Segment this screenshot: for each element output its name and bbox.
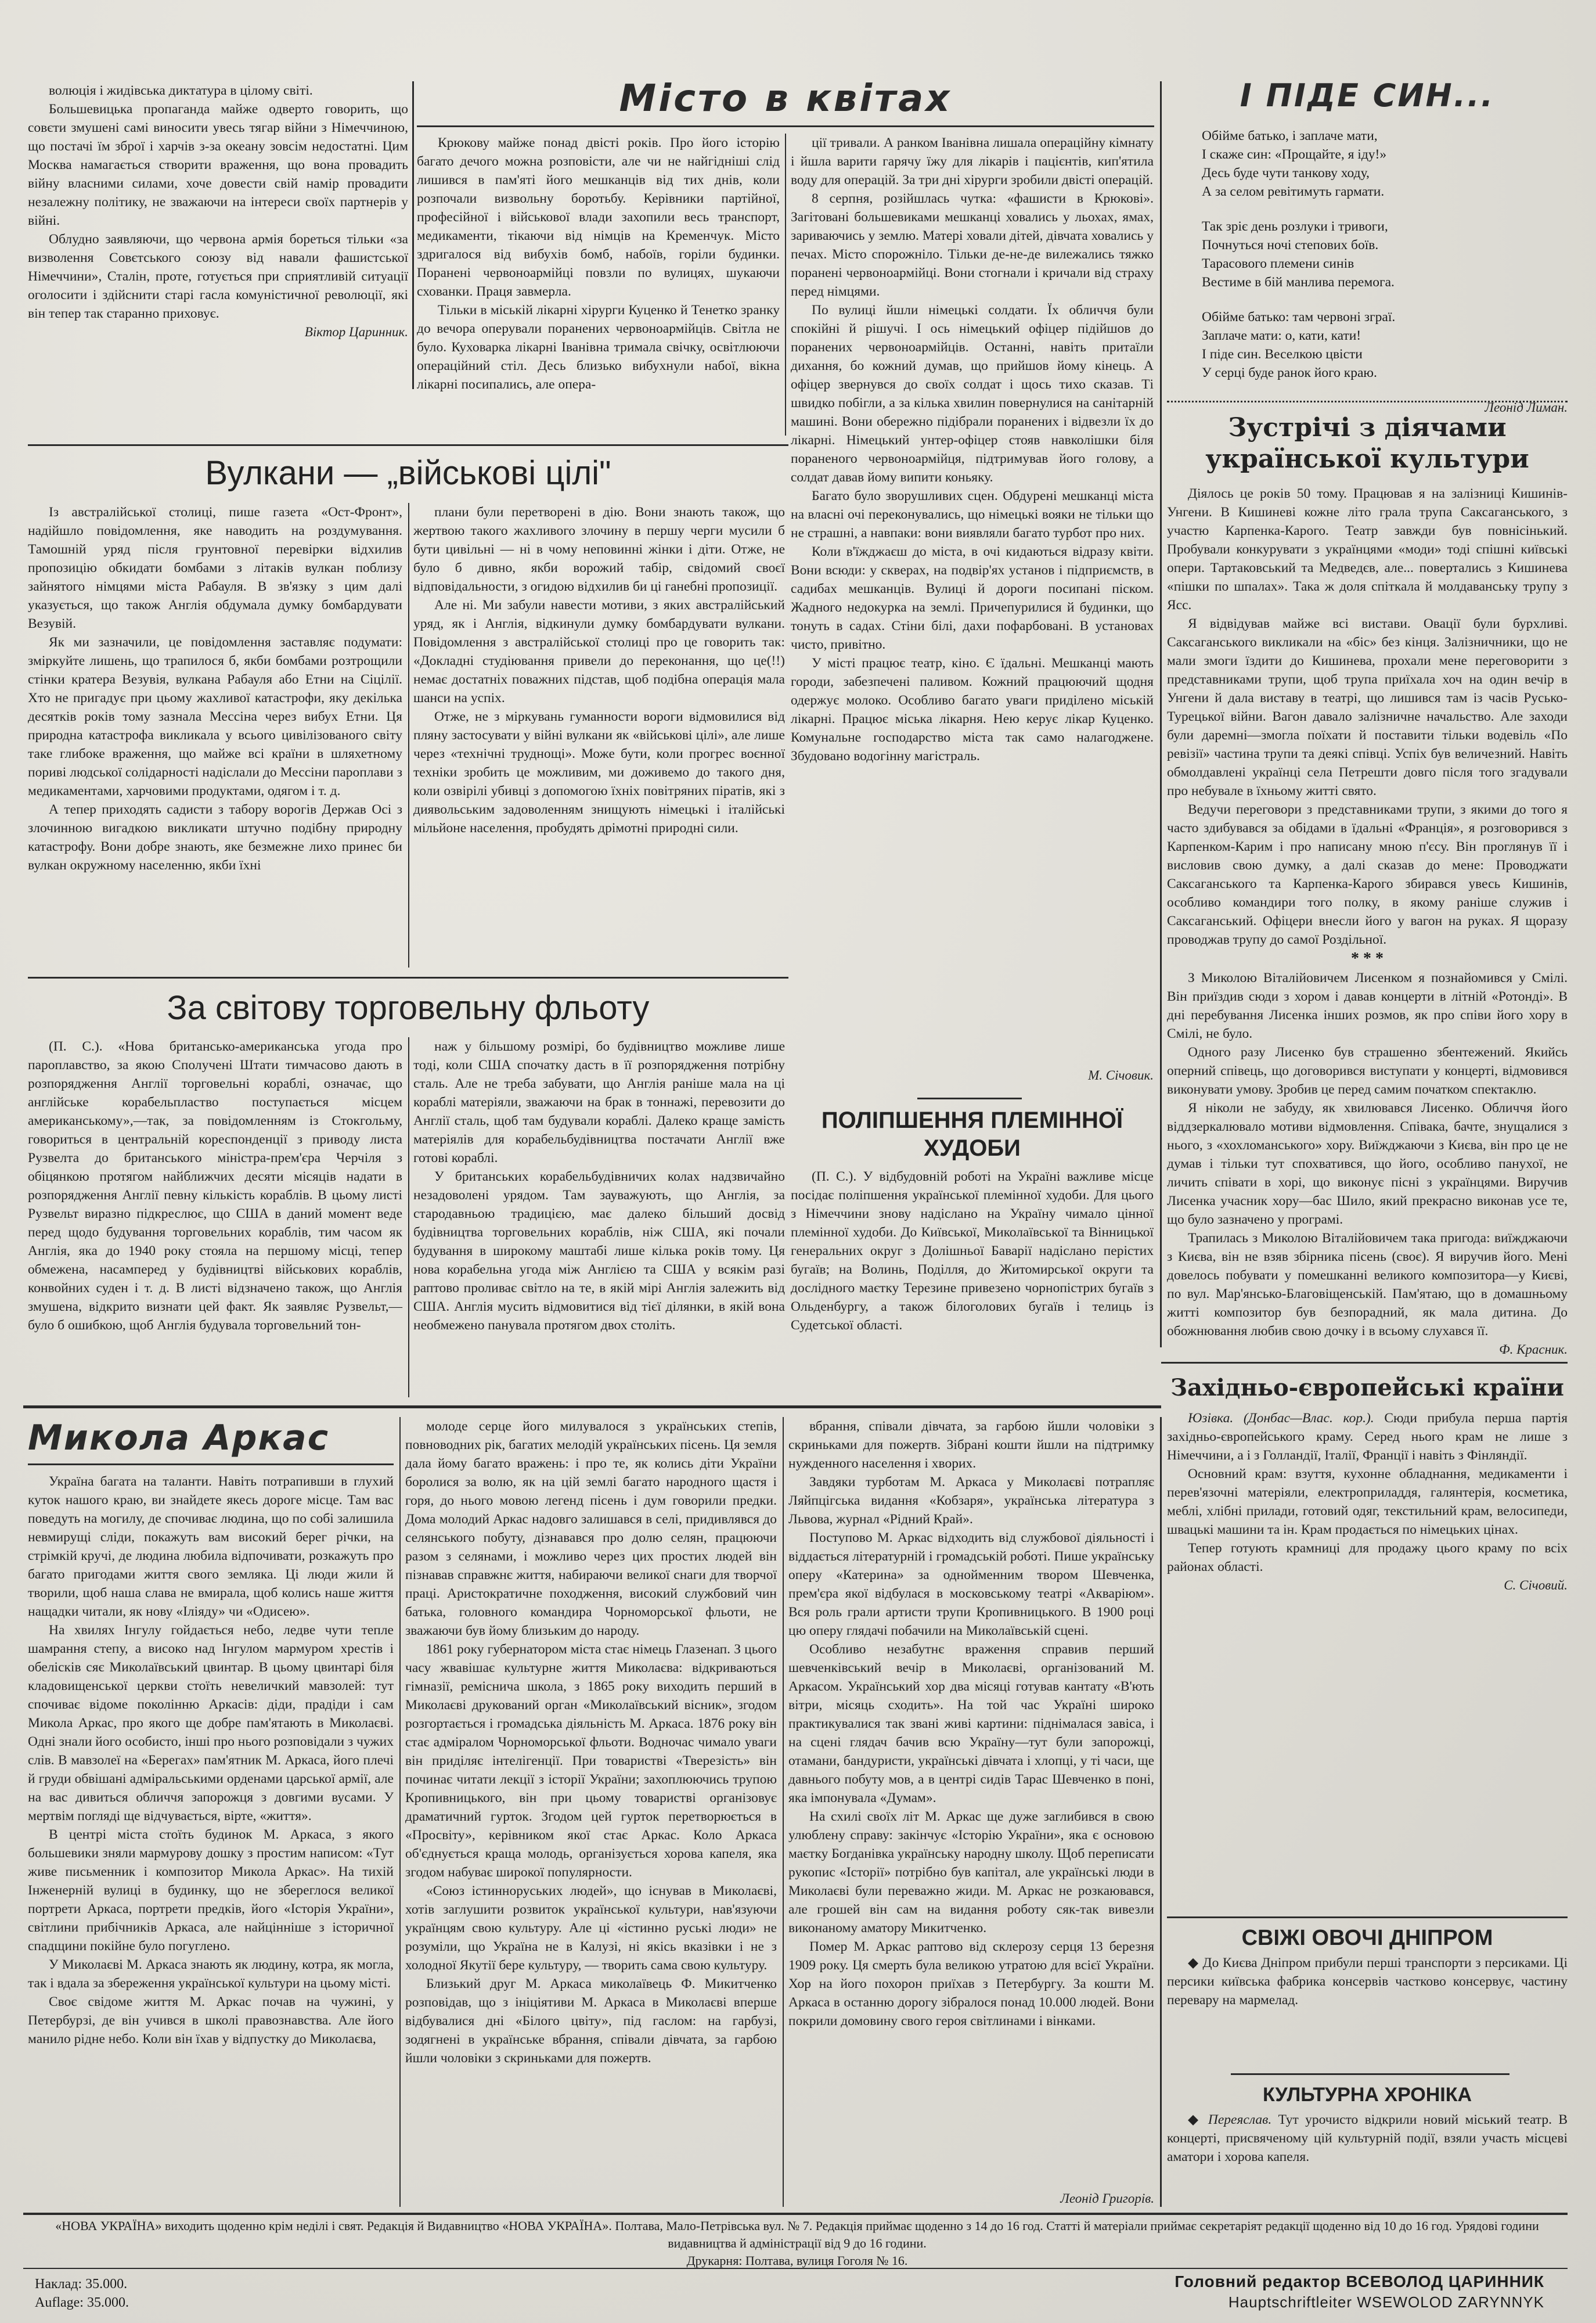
paragraph: наж у більшому розмірі, бо будівництво можливе лише тоді, коли США спочатку дасть в її розпорядження потрібну сталь. Але не треба забувати, що Англія раніше мала на ці кораблі матеріяли, зважаючи на брак в тоннажі, перевозити до Англії сталь, щоб там будували кораблі. Далеко краще замість матеріялів для корабельбудівництва постачати Англії вже готові кораблі. — [413, 1039, 785, 1166]
headline-line-1: Зустрічі з діячами — [1228, 413, 1507, 443]
signature: Ф. Красник. — [1499, 1342, 1568, 1357]
paragraph: молоде серце його милувалося з українських степів, повноводних рік, багатих мелодій українських пісень. Ця земля дала йому багато вражень: і про те, як колись діти України боролися за волю, як на цій землі багато народного щастя і горя, до нього мовою легенд пісень і дум говорили предки. Дома молодий Аркас надовго залишався в селі, придивлявся до селянського побуту, дізнавався про долю селян, працюючи разом з селянами, і можливо через цих простих людей він пізнавав справжнє життя, набираючи великої снаги для творчої праці. Аристократичне походження, високий службовий чин батька, головного командира Чорноморської фльоти, не зважаючи був йому близьким до народу. — [405, 1419, 777, 1638]
section-rule — [1161, 1362, 1568, 1364]
continuation-body — [28, 81, 408, 323]
paragraph: Я відвідував майже всі вистави. Овації були бурхливі. Саксаганського викликали на «біс» без кінця. Залізничники, що не мали змоги їздити до Кишинева, прохали мене переговорити з представниками трупи, щоб трупа приїхала хоч на один вечір в Унгени й дала виставу в театрі, що лишився там із часів Русько-Турецької війни. Вагон давало залізничне начальство. Але заходи були даремні—змогла поїхати й поставити тільки водевіль «По ревізії» частина трупи та деякі співці. Успіх був величезний. Навіть обмолдавлені українці села Петрешти довго після того згадували про небувале в їхньому житті свято. — [1167, 616, 1568, 799]
poem-title: І ПІДЕ СИН... — [1240, 77, 1495, 114]
paragraph: По вулиці йшли німецькі солдати. Їх обличчя були спокійні й рішучі. І ось німецький офіцер підійшов до поранених червоноармійців. Останні, навіть притаїли дихання, бо кожний думав, що прийшов йому кінець. А офіцер звернувся до своїх солдат і щось тихо сказав. Ті швидко побігли, а за кілька хвилин повернулися на санітарній машині. Вони обережно підібрали поранених і відвезли їх до лікарні. Німецький унтер-офіцер стояв навколішки біля пораненого червоноармійця, підтримував його голову, а солдат давав йому випити коньяку. — [791, 303, 1154, 485]
signature: М. Січовик. — [1088, 1068, 1154, 1083]
headline: Вулкани — „військові цілі" — [205, 454, 611, 492]
headline — [1167, 412, 1568, 475]
headline: Місто в квітах — [619, 77, 952, 120]
krainy-paragraph-2: Основний крам: взуття, кухонне обладнання, медикаменти і перев'язочні матеріяли, електроприладдя, галянтерія, косметика, меблі, хлібні прилади, готовий одяг, текстильний крам, велосипеди, швацькі машини та ін. Крам продається по німецьких цінах. — [1167, 1466, 1568, 1537]
section-rule — [1167, 1916, 1568, 1918]
editor-ua: Головний редактор ВСЕВОЛОД ЦАРИННИК — [1175, 2272, 1544, 2290]
article-krainy — [1167, 1371, 1568, 1905]
poem-line: Обійме батько: там червоні зграї. — [1202, 310, 1396, 325]
paragraph: Я ніколи не забуду, як хвилювався Лисенко. Обличчя його віддзеркалювало мотиви відмовлення. Співака, бачте, знущалися з нього, з «хохломанського» хору. Виїжджаючи з Києва, він про це не думав і тільки тут спохватився, що його, особливо панухої, не личить співати в хорі, що виконує пісні з українцями. Виручив Лисенка учасник хору—бас Шило, який прекрасно виконав усе те, що було зазначено у програмі. — [1167, 1101, 1568, 1227]
paragraph: Діялось це років 50 тому. Працював я на залізниці Кишинів-Унгени. В Кишиневі кожне літо грала трупа Саксаганського, з участю Карпенка-Карого. Театр завжди був повнісінький. Пробували конкурувати з українцями «моди» тоді спішні київські опери. Тартаковський та Медведєв, але... повертались з Кишинева «пішки по шпалах». Така ж доля спіткала й молдаванську трупу з Ясс. — [1167, 486, 1568, 613]
headline: За світову торговельну фльоту — [167, 989, 650, 1027]
krainy-body — [1167, 1409, 1568, 1576]
paragraph: (П. С.). «Нова британсько-американська угода про пароплавство, за якою Сполучені Штати тимчасово дають в розпорядження Англії торговельні кораблі, означає, що англійське корабельпластво поступається місцем американському»,—так, за повідомленням із Стокгольму, говориться в центральній кореспонденції з приводу листа Рузвелта до британського міністра-прем'єра Черчіля з обіцянкою протягом найближчих десяти місяців надати в розпорядження Англії певну кількість кораблів. В цьому листі Рузвельт виразно підкреслює, що США в даний момент веде перед щодо будування торговельних кораблів, тим часом як Англія, яка до 1940 року стояла на першому місці, тепер обмежена, насамперед у будівництві військових кораблів, конвойних суден і т. д. В листі відзначено також, що Англія змушена, відкрито визнати цей факт. Як заявляє Рузвельт,—було б ошибкою, щоб Англія будувала торговельний тон- — [28, 1039, 402, 1333]
paragraph: плани були перетворені в дію. Вони знають також, що жертвою такого жахливого злочину в першу черги мусили б бути цивільні — ні в чому неповинні жінки і діти. Отже, не було б дивно, якби ворожий табір, свідомий своєї відповідальности, з огидою відхилив би ці ганебні пропозиції. — [413, 505, 785, 594]
paragraph: Своє свідоме життя М. Аркас почав на чужині, у Петербурзі, де він учився в школі правознавства. Але його манило рідне небо. Коли він їхав у відпустку до Миколаєва, — [28, 1994, 394, 2047]
paragraph: Крюкову майже понад двісті років. Про його історію багато дечого можна розповісти, але чи не найгідніші слід лишився в пам'яті його мешканців від тих днів, коли розпочали визвольну боротьбу. Керівники партійної, професійної і військової влади захопили весь транспорт, медикаменти, тікаючи від німців на Кременчук. Місто здригалося від вибухів бомб, набоїв, горіли будинки. Поранені червоноармійці повзли по вулицях, шукаючи схованки. Праця завмерла. — [417, 135, 780, 299]
poem-line: І скаже син: «Прощайте, я іду!» — [1202, 147, 1387, 162]
paragraph: У місті працює театр, кіно. Є їдальні. Мешканці мають городи, забезпечені паливом. Кожний працюючий щодня одержує молоко. Особливо багато уваги приділено міській лікарні. Працює міська лікарня. Нею керує лікар Куценко. Комунальне господарство міста так само налагоджене. Збудовано водогінну магістраль. — [791, 656, 1154, 764]
column-rule — [408, 1037, 409, 1397]
paragraph: Одного разу Лисенко був страшенно збентежений. Якийсь оперний співець, що договорився виступати у концерті, відмовився виконувати умову. Зробив це перед самим початком спектаклю. — [1167, 1045, 1568, 1097]
paragraph: А тепер приходять садисти з табору ворогів Держав Осі з злочинною вигадкою викликати штучно подібну природну катастрофу. Вони добре знають, яке безмежне лихо принес би вулкан окружному населенню, якби їхні — [28, 802, 402, 873]
dateline: Юзівка. (Донбас—Влас. кор.). — [1188, 1411, 1374, 1426]
paragraph: На схилі своїх літ М. Аркас ще дуже заглибився в свою улюблену справу: закінчує «Історію України», яка є основою маєтку Богданівка українську народну школу. Щоб переписати рукопис «Історії» потрібно був капітал, але українські люди в Миколаєві були переважно жиди. М. Аркас не розкаювався, але грошей він сам на видання роботу сяк-так вивезли виконаному аматору Микитченко. — [788, 1809, 1154, 1936]
arkas-column-c — [788, 1417, 1154, 2189]
column-rule — [412, 81, 414, 389]
poem-line: А за селом ревітимуть гармати. — [1202, 184, 1385, 199]
vulkany-column-a — [28, 503, 402, 968]
section-rule — [1167, 401, 1568, 402]
paragraph: З Миколою Віталійовичем Лисенком я познайомився у Смілі. Він приїздив сюди з хором і давав концерти в літній «Ротонді». В дні перебування Лисенка інших розмов, як про співи його хору в Смілі, не було. — [1167, 970, 1568, 1041]
paragraph: Облудно заявляючи, що червона армія бореться тільки «за визволення Совєтського союзу від навали фашистської Німеччини», Сталін, проте, готується при сприятливій ситуації оголосити і здійснити старі гасла комуністичної революції, які він тепер так старанно приховує. — [28, 232, 408, 321]
separator-stars: * * * — [1351, 950, 1384, 968]
paragraph: У британських корабельбудівничих колах надзвичайно незадоволені урядом. Там зауважують, що Англія, за стародавньою традицією, має далеко більший досвід будівництва торговельних кораблів, ніж США, які почали будування в широкому маштабі лише кілька років тому. Ця нова корабельна угода між Англією та США у всякім разі раптово проливає світло на те, в якій мірі Англія залежить від США. Англія мусить відмовитися від тієї ділянки, в якій вона необмежено панувала протягом двох століть. — [413, 1169, 785, 1333]
poem-stanza — [1202, 127, 1568, 201]
polipshennia-body — [791, 1167, 1154, 1394]
krainy-paragraph-1: Сюди прибула перша партія західньо-європейського краму. Серед нього крам не лише з Німеччини, а і з Голландії, Італії, Франції і навіть з Фінляндії. — [1167, 1411, 1568, 1463]
paragraph: Україна багата на таланти. Навіть потрапивши в глухий куток нашого краю, ви знайдете якесь дороге місце. Там вас поведуть на могилу, де спочиває людина, що по собі залишила невмирущі сліди, покажуть вам високий берег річки, на стрімкій кручі, де людина любила відпочивати, розкажуть про багато пригодами життя свого земляка. Ці люди жили й творили, щоб наша слава не вмирала, щоб колись наше життя нащадки читали, як нову «Іліяду» чи «Одисею». — [28, 1474, 394, 1619]
column-rule — [408, 503, 409, 968]
paragraph: Із австралійської столиці, пише газета «Ост-Фронт», надійшло повідомлення, яке наводить на роздумування. Тамошній уряд після грунтовної перевірки відхилив пропозицію обкидати бомбами з літаків вулкан поблизу зайнятого німцями міста Рабауля. В зв'язку з цим далі указується, що також Англія обдумала думку бомбардувати Везувій. — [28, 505, 402, 631]
poem-line: Почнуться ночі степових боїв. — [1202, 238, 1379, 253]
headline: Західньо-європейські країни — [1170, 1374, 1564, 1401]
footer-rule — [23, 2213, 1568, 2215]
zustrichi-body — [1167, 484, 1568, 949]
paragraph: Багато було зворушливих сцен. Обдурені мешканці міста на власні очі переконувались, що німецькі вояки не тільки що не страшні, а навпаки: вони виявляли багато турбот про них. — [791, 488, 1154, 541]
paragraph: «Союз істинноруських людей», що існував в Миколаєві, хотів заглушити розвиток української культури, нав'язуючи українцям свою культуру. Але ці «істинно руські люди» не розуміли, що Україна не в Калузі, ні якісь вказівки і не з холодної Якутії бере культуру, — творить сама свою культуру. — [405, 1883, 777, 1973]
paragraph: Трапилась з Миколою Віталійовичем така пригода: виїжджаючи з Києва, він не взяв збірника пісень (своє). Я виручив його. Мені довелось побувати у помешканні великого композитора—у Києві, по вул. Мар'янсько-Благовіщенській. Пам'ятаю, що в домашньому житті композитор був безпорадний, як мала дитина. До обожнювання любив свою дочку і в всьому слухався її. — [1167, 1231, 1568, 1339]
column-rule — [785, 134, 786, 436]
paragraph: Коли в'їжджаєш до міста, в очі кидаються відразу квіти. Вони всюди: у скверах, на подвір'ях установ і підприємств, в садибах мешканців. Вулиці й дороги посипані піском. Жадного недокурка на землі. Причепурилися й будинки, що тонуть в садах. Стіни білі, дахи пофарбовані. В установах чисто, привітно. — [791, 544, 1154, 652]
paragraph: Помер М. Аркас раптово від склерозу серця 13 березня 1909 року. Ця смерть була великою утратою для всієї України. Хор на його похорон приїхав з Петербургу. За кошти М. Аркаса в останню дорогу зібралося понад 10.000 людей. Вони покрили домовину свого героя світлинами і вінками. — [788, 1939, 1154, 2029]
headline-rule — [417, 125, 1154, 127]
paragraph: Особливо незабутнє враження справив перший шевченківський вечір в Миколаєві, організований М. Аркасом. Український хор два місяці готував кантату «В'ють вітри, місяць сходить». На той час Україні широко практикувалися так звані живі картини: піднімалася завіса, і на сцені глядач бачив всю Україну—тут були запорожці, отамани, бандуристи, українські дівчата і хлопці, у ті часи, ще давнього побуту мов, а в центрі сидів Тарас Шевченко в поні, яка імпонувала «Думам». — [788, 1642, 1154, 1806]
signature: С. Січовий. — [1504, 1578, 1568, 1592]
misto-column-a — [417, 134, 780, 436]
paragraph: 1861 року губернатором міста стає німець Глазенап. З цього часу жвавішає культурне життя Миколаєва: відкриваються гімназії, реміснича школа, з 1865 року виходить перший в Миколаєві друкований орган «Миколаївський вісник», згодом розгортається і громадська діяльність М. Аркаса. 1876 року він стає адміралом Чорноморської фльоти. Водночас чимало уваги він приділяє інтелігенції. При товаристві «Тверезість» він починає читати лекції з історії України; захоплюючись трупою Кропивницького, він при цьому товаристві організовує драматичний гурток. Згодом цей гурток перетворюється в «Просвіту», керівником якої стає Аркас. Коло Аркаса об'єднується краща молодь, організується хорова капеля, яка згодом набуває широкої популярности. — [405, 1642, 777, 1880]
headline — [791, 1106, 1154, 1162]
footer-printer: Друкарня: Полтава, вулиця Гоголя № 16. — [686, 2253, 908, 2268]
flota-column-b — [413, 1037, 785, 1397]
headline-rule — [28, 1463, 394, 1465]
paragraph: Тільки в міській лікарні хірурги Куценко й Тенетко зранку до вечора оперували поранених червоноармійців. Світла не було. Куховарка лікарні Іванівна тримала свічку, освітлюючи операційний стіл. Десь близько вибухнули набої, вікна лікарні посипались, але опера- — [417, 303, 780, 392]
column-rule — [1160, 81, 1162, 1347]
poem-line: Десь буде чути танкову ходу, — [1202, 166, 1370, 181]
khronika-body — [1167, 2110, 1568, 2166]
column-rule — [783, 1417, 784, 2207]
footer — [28, 2217, 1566, 2275]
signature: Леонід Григорів. — [1060, 2191, 1154, 2206]
column-rule — [1160, 1417, 1162, 2207]
flota-column-a — [28, 1037, 402, 1397]
paragraph: вбрання, співали дівчата, за гарбою йшли чоловіки з скриньками для пожертв. Зібрані кошти йшли на підтримку нужденного населення і хворих. — [788, 1419, 1154, 1471]
poem-line: І піде син. Веселкою цвісти — [1202, 347, 1363, 362]
paragraph: Але ні. Ми забули навести мотиви, з яких австралійський уряд, як і Англія, відкинули думку бомбардувати вулкани. Повідомлення з австралійської столиці про це говорить так: «Докладні студіювання привели до переконання, що це(!!) немає достатніх поважних підстав, щоб подібна операція мала шанси на успіх. — [413, 598, 785, 706]
ovochi-body — [1167, 1954, 1568, 2009]
paragraph: Як ми зазначили, це повідомлення заставляє подумати: зміркуйте лишень, що трапилося б, якби бомбами розтрощили стінки кратера Везувія, вулкана Рабауля або Етни на Сіцілії. Хто не пригадує при цьому жахливої катастрофи, яку декілька десятків років тому зазнала Мессіна через вибух Етни. Ця природна катастрофа викликала у всього цивілізованого світу таке глибоке враження, що майже всі країни в шляхетному пориві людської солідарності надіслали до Мессіни пароплави з медикаментами, харчовими продуктами, одягом і т. д. — [28, 635, 402, 799]
editor-de: Hauptschriftleiter WSEWOLOD ZARYNNYK — [1228, 2293, 1544, 2311]
paragraph: Большевицька пропаганда майже одверто говорить, що совєти змушені самі виносити увесь тягар війни з Німеччиною, що постачі їм зброї і харчів з-за океану зовсім недостатні. Цим Москва намагається створити враження, що вона провадить війну власними силами, хоче довести свій намір провадити незалежну політику, не зважаючи на інтереси своїх партнерів у війні. — [28, 102, 408, 228]
vulkany-column-b — [413, 503, 785, 968]
ovochi-paragraph: ◆ До Києва Дніпром прибули перші транспорти з персиками. Ці персики київська фабрика консервів частково консервує, частину перевару на мармелад. — [1167, 1955, 1568, 2008]
misto-column-b — [791, 134, 1154, 1086]
headline: Микола Аркас — [28, 1418, 330, 1458]
section-rule — [23, 1405, 1161, 1408]
paragraph: Завдяки турботам М. Аркаса у Миколаєві потрапляє Ляйпцігська видання «Кобзаря», українська література з Львова, журнал «Рідний Край». — [788, 1475, 1154, 1527]
poem-line: Вестиме в бій манлива перемога. — [1202, 275, 1395, 290]
poem-stanza — [1202, 308, 1568, 382]
poem-body — [1167, 127, 1568, 382]
poem-line: Обійме батько, і заплаче мати, — [1202, 128, 1378, 143]
paragraph: На хвилях Інгулу гойдається небо, ледве чути тепле шамрання степу, а високо над Інгулом мармуром хрестів і обелісків сяє Миколаївський цвинтар. В цьому цвинтарі біля кладовищенської церкви стоїть невеличкий мавзолей: тут спочиває відоме поколінню Аркасів: діди, прадіди і сам Микола Аркас, про якого ще добре пам'ятають в Миколаєві. Одні знали його особисто, інші про нього розповідали з чужих слів. В мавзолеї на «Берегах» пам'ятник М. Аркаса, його плечі й груди обвішані адміральськими орденами царської армії, але на вас дивиться обличчя запорожця з довгими вусами. У мертвім погляді ще відчувається, вірте, «життя». — [28, 1623, 394, 1824]
section-rule — [28, 444, 788, 446]
poem-stanza — [1202, 217, 1568, 292]
headline-line-1: ПОЛІПШЕННЯ ПЛЕМІННОЇ — [821, 1107, 1123, 1133]
footer-imprint: «НОВА УКРАЇНА» виходить щоденно крім неділі і свят. Редакція й Видавництво «НОВА УКРАЇНА». Полтава, Мало-Петрівська вул. № 7. Редакція приймає щоденно з 14 до 16 год. Статті й матеріали приймає секретаріят редакції щоденно від 10 до 16 год. Урядові години видавництва й адміністрації від 9 до 16 години. — [55, 2218, 1539, 2250]
arkas-column-a — [28, 1472, 394, 2201]
zustrichi-body-b — [1167, 969, 1568, 1340]
headline: СВІЖІ ОВОЧІ ДНІПРОМ — [1241, 1926, 1493, 1950]
paragraph: 8 серпня, розійшлась чутка: «фашисти в Крюкові». Загітовані большевиками мешканці ховались у льохах, ямах, зариваючись у землю. Матері ховали дітей, дівчата ховались у печах. Місто спорожніло. Тільки де-не-де вилежались тяжко поранені червоноармійці. Вони стогнали і кричали від страху перед німцями. — [791, 191, 1154, 299]
paragraph: Близький друг М. Аркаса миколаївець Ф. Микитченко розповідав, що з ініціятиви М. Аркаса в Миколаєві вперше відбувалися дні «Білого цвіту», під гаслом: на гарбузі, зодягнені в українське вбрання, співали дівчата, за гарбою йшли чоловіки з скриньками для пожертв. — [405, 1976, 777, 2066]
signature: Віктор Царинник. — [304, 325, 408, 339]
short-rule — [917, 1098, 1022, 1099]
paragraph: волюція і жидівська диктатура в цілому світі. — [49, 83, 313, 98]
article-zustrichi — [1167, 412, 1568, 1359]
paragraph: ції тривали. А ранком Іванівна лишала операційну кімнату і йшла варити гарячу їжу для лікарів і пацієнтів, кип'ятила воду для операцій. За три дні хірурги зробили двісті операцій. — [791, 135, 1154, 188]
paragraph: Отже, не з міркувань гуманности вороги відмовилися від пляну застосувати у війні вулкани як «військові цілі», але лише через «технічні труднощі». Може бути, коли прогрес воєнної техніки зробить це можливим, ми доживемо до такого дня, коли озвірілі убивці з допомогою їхніх повітряних піратів, які з диявольським задоволенням знищують німецькі і італійські мільйоне населення, пробудять дрімотні природні сили. — [413, 709, 785, 836]
article-ovochi — [1167, 1922, 1568, 2079]
arkas-column-b — [405, 1417, 777, 2201]
paragraph: В центрі міста стоїть будинок М. Аркаса, з якого большевики зняли мармурову дошку з простим написом: «Тут живе письменник і композитор Микола Аркас». На тихій Інженерній вулиці в будинку, що не збереглося великої портрети Аркаса, портрети предків, його «Історія України», світлини прибічників Аркаса, але найцінніше з історичної спадщини покійне було погуглено. — [28, 1827, 394, 1954]
naklad: Наклад: 35.000. — [35, 2277, 128, 2292]
poem-i-pide-syn — [1167, 75, 1568, 415]
paragraph: У Миколаєві М. Аркаса знають як людину, котра, як могла, так і вдала за збереження української культури на цьому місті. — [28, 1957, 394, 1991]
signature: Леонід Лиман. — [1485, 400, 1568, 415]
paragraph: (П. С.). У відбудовній роботі на Україні важливе місце посідає поліпшення української племінної худоби. Для цього з Німеччини знову надіслано на Україну чимало цінної племінної худоби. До Київської, Миколаївської та Вінницької генеральних округ з Долішньої Баварії надіслано перістих бугаїв; на Волинь, Поділля, до Житомирської округи та дослідного маєтку Терезине привезено чорнопістрих бугаїв з Ольденбургу, а також білоголових бугаїв і телиць із Судетської області. — [791, 1169, 1154, 1333]
article-continuation — [28, 81, 408, 372]
poem-line: Заплаче мати: о, кати, кати! — [1202, 328, 1361, 343]
footer-rule — [23, 2268, 1568, 2269]
short-rule — [1231, 2073, 1509, 2075]
paragraph: Ведучи переговори з представниками трупи, з якими до того я часто здибувався за обідами в їдальні «Франція», я розговорився з Карпенком-Карим і про написану мною п'єсу. Він проглянув її і висловив свою думку, а далі сказав до мене: Проводжати Саксаганського та Карпенка-Карого збирався увесь Кишинів, особливо командири того полку, в якому раніше служив і Саксаганський. Офіцери внесли його у вагон на руках. Я щоразу проводжав трупу до самої Роздільної. — [1167, 802, 1568, 947]
poem-line: Так зріє день розлуки і тривоги, — [1202, 219, 1388, 234]
khronika-paragraph: Тут урочисто відкрили новий міський театр. В концерті, присвяченому цій культурній події, взяли участь місцеві аматори і хорова капеля. — [1167, 2112, 1568, 2164]
column-rule — [399, 1417, 401, 2207]
headline-line-2: ХУДОБИ — [924, 1135, 1021, 1161]
poem-line: У серці буде ранок його краю. — [1202, 365, 1377, 380]
headline: КУЛЬТУРНА ХРОНІКА — [1262, 2084, 1472, 2106]
section-rule — [28, 977, 788, 979]
poem-line: Тарасового племени синів — [1202, 256, 1354, 271]
auflage: Auflage: 35.000. — [35, 2295, 129, 2310]
dateline: ◆ Переяслав. — [1188, 2112, 1272, 2127]
article-khronika — [1167, 2079, 1568, 2207]
krainy-paragraph-3: Тепер готують крамниці для продажу цього краму по всіх районах області. — [1167, 1541, 1568, 1574]
headline-line-2: української культури — [1205, 444, 1529, 474]
paragraph: Поступово М. Аркас відходить від службової діяльності і віддається літературній і громадській роботі. Пише українську оперу «Катерина» за однойменним твором Шевченка, прем'єра якої відбулася в московському театрі «Акваріюм». Вся роль грали артисти трупи Кропивницького. В 1900 році цю оперу глядачі побачили на Миколаївській сцені. — [788, 1530, 1154, 1638]
